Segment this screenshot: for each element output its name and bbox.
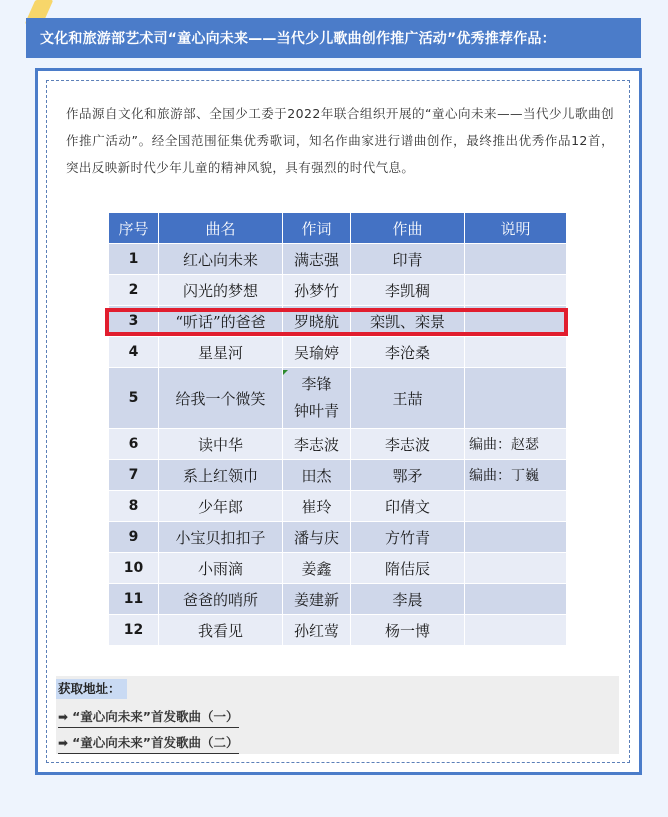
composer: 印倩文 (351, 491, 465, 522)
composer: 李凯稠 (351, 275, 465, 306)
lyricist: 吴瑜婷 (283, 337, 351, 368)
row-number: 12 (109, 615, 159, 646)
download-link-1[interactable] (58, 708, 239, 728)
table-row (109, 491, 567, 522)
note (465, 244, 567, 275)
row-number: 8 (109, 491, 159, 522)
lyricist: 田杰 (283, 460, 351, 491)
column-header-note: 说明 (465, 213, 567, 244)
table-header-row (109, 213, 567, 244)
column-header-title: 曲名 (159, 213, 283, 244)
composer: 印青 (351, 244, 465, 275)
song-title: 爸爸的哨所 (159, 584, 283, 615)
table-row (109, 337, 567, 368)
row-number: 11 (109, 584, 159, 615)
download-link-2[interactable] (58, 734, 239, 754)
song-title: 我看见 (159, 615, 283, 646)
lyricist: 孙红莺 (283, 615, 351, 646)
composer: 李晨 (351, 584, 465, 615)
lyricist-line: 李锋 (301, 375, 332, 393)
note (465, 615, 567, 646)
note (465, 584, 567, 615)
table-row (109, 553, 567, 584)
composer: 方竹青 (351, 522, 465, 553)
section-title: 文化和旅游部艺术司“童心向未来——当代少儿歌曲创作推广活动”优秀推荐作品： (40, 31, 556, 47)
table-row-highlighted (109, 306, 567, 337)
composer: 王喆 (351, 368, 465, 429)
right-arrow-icon: ➡ (58, 736, 69, 750)
song-title: “听话”的爸爸 (159, 306, 283, 337)
note (465, 275, 567, 306)
note (465, 337, 567, 368)
intro-paragraph: 作品源自文化和旅游部、全国少工委于2022年联合组织开展的“童心向未来——当代少儿歌曲创作推广活动”。经全国范围征集优秀歌词，知名作曲家进行谱曲创作，最终推出优秀作品12首，突出反映新时代少年儿童的精神风貌，具有强烈的时代气息。 (66, 106, 614, 175)
note (465, 491, 567, 522)
song-title: 星星河 (159, 337, 283, 368)
lyricist: 李志波 (283, 429, 351, 460)
composer: 李沧桑 (351, 337, 465, 368)
song-title: 系上红领巾 (159, 460, 283, 491)
song-title: 小宝贝扣扣子 (159, 522, 283, 553)
row-number: 5 (109, 368, 159, 429)
song-title: 红心向未来 (159, 244, 283, 275)
note (465, 522, 567, 553)
column-header-composer: 作曲 (351, 213, 465, 244)
table-row (109, 584, 567, 615)
lyricist: 潘与庆 (283, 522, 351, 553)
note (465, 368, 567, 429)
row-number: 4 (109, 337, 159, 368)
row-number: 3 (109, 306, 159, 337)
song-title: 闪光的梦想 (159, 275, 283, 306)
lyricist: 罗晓航 (283, 306, 351, 337)
song-title: 小雨滴 (159, 553, 283, 584)
row-number: 9 (109, 522, 159, 553)
note: 编曲：赵瑟 (465, 429, 567, 460)
lyricist (283, 368, 351, 429)
lyricist: 孙梦竹 (283, 275, 351, 306)
works-table (108, 212, 567, 646)
note: 编曲：丁巍 (465, 460, 567, 491)
note (465, 553, 567, 584)
row-number: 1 (109, 244, 159, 275)
composer: 杨一博 (351, 615, 465, 646)
composer: 李志波 (351, 429, 465, 460)
table-row (109, 368, 567, 429)
lyricist: 崔玲 (283, 491, 351, 522)
row-number: 7 (109, 460, 159, 491)
lyricist: 姜鑫 (283, 553, 351, 584)
composer: 隋佶辰 (351, 553, 465, 584)
composer: 鄂矛 (351, 460, 465, 491)
section-header (26, 18, 641, 58)
right-arrow-icon: ➡ (58, 710, 69, 724)
table-row (109, 275, 567, 306)
note (465, 306, 567, 337)
song-title: 读中华 (159, 429, 283, 460)
link-text: “童心向未来”首发歌曲（二） (72, 735, 239, 750)
download-links-panel (56, 676, 619, 754)
song-title: 给我一个微笑 (159, 368, 283, 429)
cell-comment-marker (283, 370, 288, 375)
table-row (109, 460, 567, 491)
lyricist: 满志强 (283, 244, 351, 275)
table-row (109, 615, 567, 646)
link-text: “童心向未来”首发歌曲（一） (72, 709, 239, 724)
row-number: 10 (109, 553, 159, 584)
table-row (109, 244, 567, 275)
lyricist: 姜建新 (283, 584, 351, 615)
table-row (109, 522, 567, 553)
song-title: 少年郎 (159, 491, 283, 522)
column-header-lyricist: 作词 (283, 213, 351, 244)
table-row (109, 429, 567, 460)
row-number: 2 (109, 275, 159, 306)
composer: 栾凯、栾景 (351, 306, 465, 337)
works-table-container (108, 212, 566, 646)
links-label: 获取地址： (56, 679, 127, 699)
lyricist-line: 钟叶青 (293, 402, 339, 420)
row-number: 6 (109, 429, 159, 460)
column-header-number: 序号 (109, 213, 159, 244)
